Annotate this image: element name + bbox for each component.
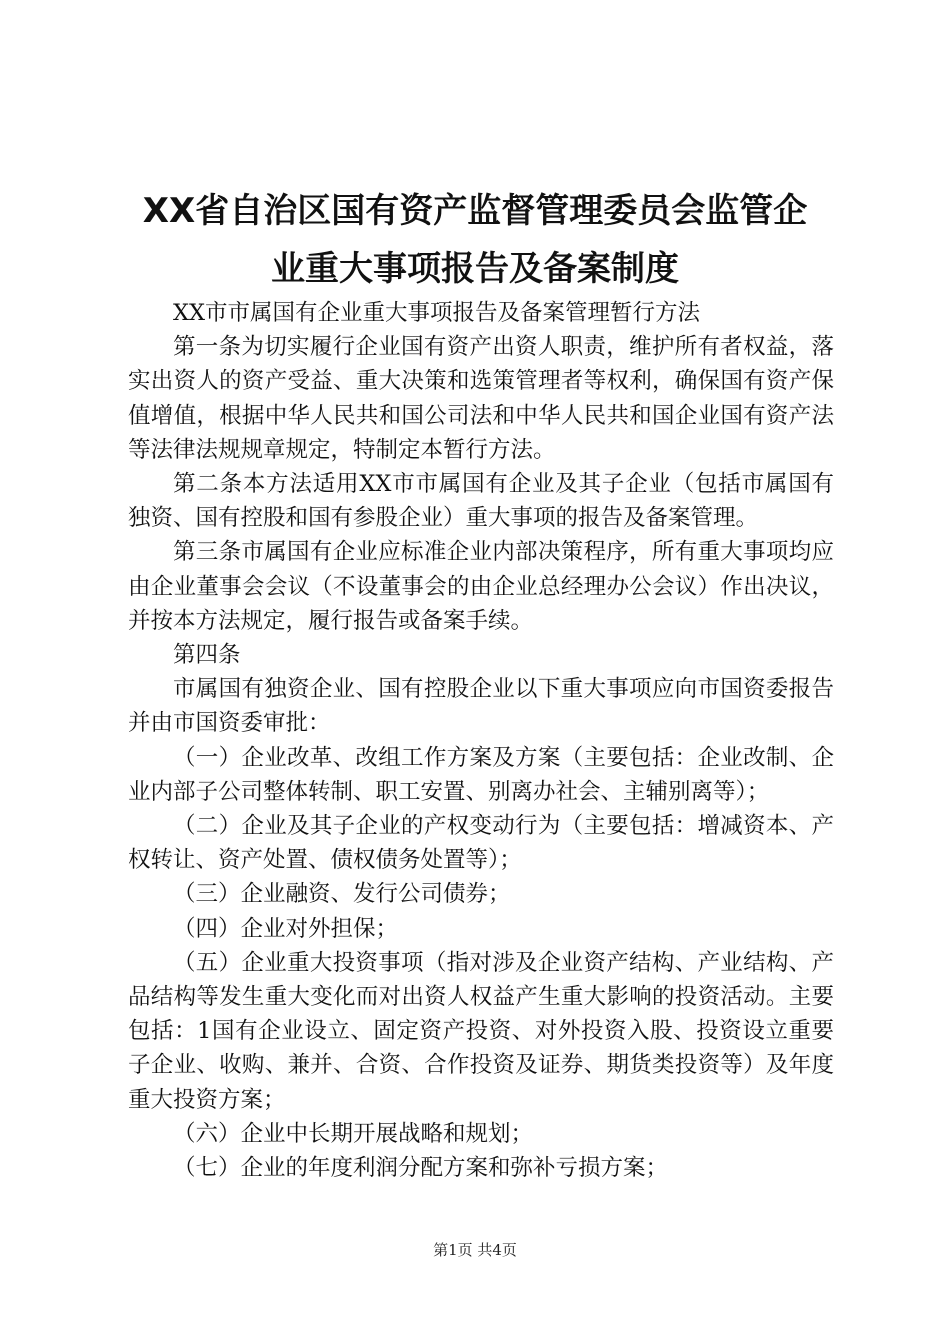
article-4-heading: 第四条 xyxy=(173,642,241,669)
list-item-5: （五）企业重大投资事项（指对涉及企业资产结构、产业结构、产品结构等发生重大变化而对出资人权益产生重大影响的投资活动。主要包括：1国有企业设立、固定资产投资、对外投资入股、投资设立重要子企业、收购、兼并、合资、合作投资及证券、期货类投资等）及年度重大投资方案； xyxy=(128,949,834,1113)
list-item-2: （二）企业及其子企业的产权变动行为（主要包括：增减资本、产权转让、资产处置、债权债务处置等）； xyxy=(128,813,834,874)
list-item-6: （六）企业中长期开展战略和规划； xyxy=(173,1120,534,1147)
page-footer: 第1页 共4页 xyxy=(433,1241,517,1259)
article-3-paragraph: 第三条市属国有企业应标准企业内部决策程序，所有重大事项均应由企业董事会会议（不设董事会的由企业总经理办公会议）作出决议，并按本方法规定，履行报告或备案手续。 xyxy=(128,539,834,634)
subtitle-paragraph: XX市市属国有企业重大事项报告及备案管理暂行方法 xyxy=(173,300,701,326)
list-item-4: （四）企业对外担保； xyxy=(173,915,399,942)
document-title-line-2: 业重大事项报告及备案制度 xyxy=(271,249,679,289)
article-2-paragraph: 第二条本方法适用XX市市属国有企业及其子企业（包括市属国有独资、国有控股和国有参股企业）重大事项的报告及备案管理。 xyxy=(128,471,834,532)
document-body xyxy=(128,296,834,1185)
document-title-line-1: XX省自治区国有资产监督管理委员会监管企 xyxy=(142,191,808,231)
list-item-7: （七）企业的年度利润分配方案和弥补亏损方案； xyxy=(173,1155,669,1182)
article-4-intro-paragraph: 市属国有独资企业、国有控股企业以下重大事项应向市国资委报告并由市国资委审批： xyxy=(128,676,834,737)
list-item-3: （三）企业融资、发行公司债券； xyxy=(173,881,511,908)
list-item-1: （一）企业改革、改组工作方案及方案（主要包括：企业改制、企业内部子公司整体转制、职工安置、别离办社会、主辅别离等）； xyxy=(128,744,834,805)
article-1-paragraph: 第一条为切实履行企业国有资产出资人职责，维护所有者权益，落实出资人的资产受益、重大决策和选策管理者等权利，确保国有资产保值增值，根据中华人民共和国公司法和中华人民共和国企业国有资产法等法律法规规章规定，特制定本暂行方法。 xyxy=(128,334,834,463)
